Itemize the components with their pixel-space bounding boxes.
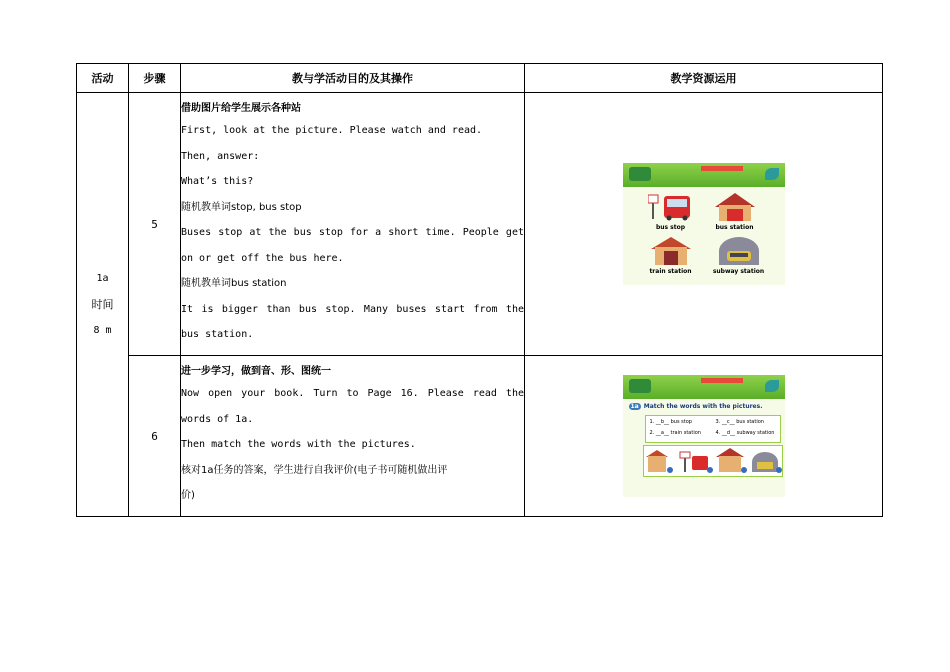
match-item: 3. __c__ bus station — [715, 419, 764, 425]
operation-cell — [181, 356, 525, 517]
header-step: 步骤 — [129, 64, 181, 93]
picture-label: bus stop — [655, 224, 686, 231]
stations-slide-image — [623, 163, 785, 285]
picture-label: subway station — [712, 268, 765, 275]
stations-strip-icon — [644, 446, 782, 476]
header-row — [77, 64, 883, 93]
activity-cell — [77, 93, 129, 517]
text-line: on or get off the bus here. — [181, 252, 344, 264]
header-operation: 教与学活动目的及其操作 — [181, 64, 525, 93]
match-item: 4. __d__ subway station — [715, 430, 775, 436]
subway-station-picture — [709, 237, 769, 275]
activity-duration: 8 m — [93, 324, 112, 336]
header-activity: 活动 — [77, 64, 129, 93]
match-item: 1. __b__ bus stop — [649, 419, 692, 425]
step-number: 5 — [129, 93, 181, 356]
table-row — [77, 356, 883, 517]
row-heading: 借助图片给学生展示各种站 — [181, 103, 301, 115]
banner-bar — [701, 378, 743, 383]
text-line: Then, answer: — [181, 150, 260, 162]
text-line: bus station. — [181, 329, 254, 341]
leaf-icon — [765, 168, 779, 180]
banner-bar — [701, 166, 743, 171]
match-instruction: Match the words with the pictures. — [643, 403, 763, 410]
bus-station-picture — [705, 193, 765, 231]
subway-station-icon — [719, 237, 759, 265]
bus-stop-picture — [641, 193, 701, 231]
text-line: First, look at the picture. Please watch and read. — [181, 125, 483, 137]
text-line: 随机教单词bus station — [181, 278, 287, 290]
table-row — [77, 93, 883, 356]
picture-label: train station — [649, 268, 692, 275]
step-number: 6 — [129, 356, 181, 517]
bus-stop-icon — [648, 193, 694, 221]
text-line: What’s this? — [181, 176, 254, 188]
text-line: Buses stop at the bus stop for a short time. People get — [181, 227, 524, 239]
slide-banner — [623, 163, 785, 187]
badge-1a: 1a — [630, 403, 639, 410]
train-station-picture — [641, 237, 701, 275]
leaf-icon — [765, 380, 779, 392]
text-line: Then match the words with the pictures. — [181, 439, 416, 451]
resource-cell — [525, 356, 883, 517]
text-line: 核对1a任务的答案，学生进行自我评价(电子书可随机做出评 — [181, 464, 448, 476]
text-line: words of 1a. — [181, 413, 254, 425]
activity-time-label: 时间 — [91, 297, 114, 311]
bus-station-icon — [715, 193, 755, 221]
text-line: 随机教单词stop, bus stop — [181, 201, 302, 213]
match-item: 2. __a__ train station — [649, 430, 701, 436]
match-title — [629, 403, 763, 410]
text-line: It is bigger than bus stop. Many buses start from the — [181, 303, 524, 315]
text-line: Now open your book. Turn to Page 16. Please read the — [181, 388, 524, 400]
resource-cell — [525, 93, 883, 356]
match-pictures-strip — [643, 445, 783, 477]
picture-label: bus station — [715, 224, 754, 231]
match-answers — [645, 415, 781, 443]
logo-icon — [629, 167, 651, 181]
lesson-table — [76, 63, 883, 517]
match-slide-image — [623, 375, 785, 497]
slide-banner — [623, 375, 785, 399]
activity-name: 1a — [96, 272, 109, 284]
header-resources: 教学资源运用 — [525, 64, 883, 93]
row-heading: 进一步学习，做到音、形、图统一 — [181, 366, 331, 378]
operation-cell — [181, 93, 525, 356]
logo-icon — [629, 379, 651, 393]
text-line: 价) — [181, 490, 195, 502]
train-station-icon — [651, 237, 691, 265]
